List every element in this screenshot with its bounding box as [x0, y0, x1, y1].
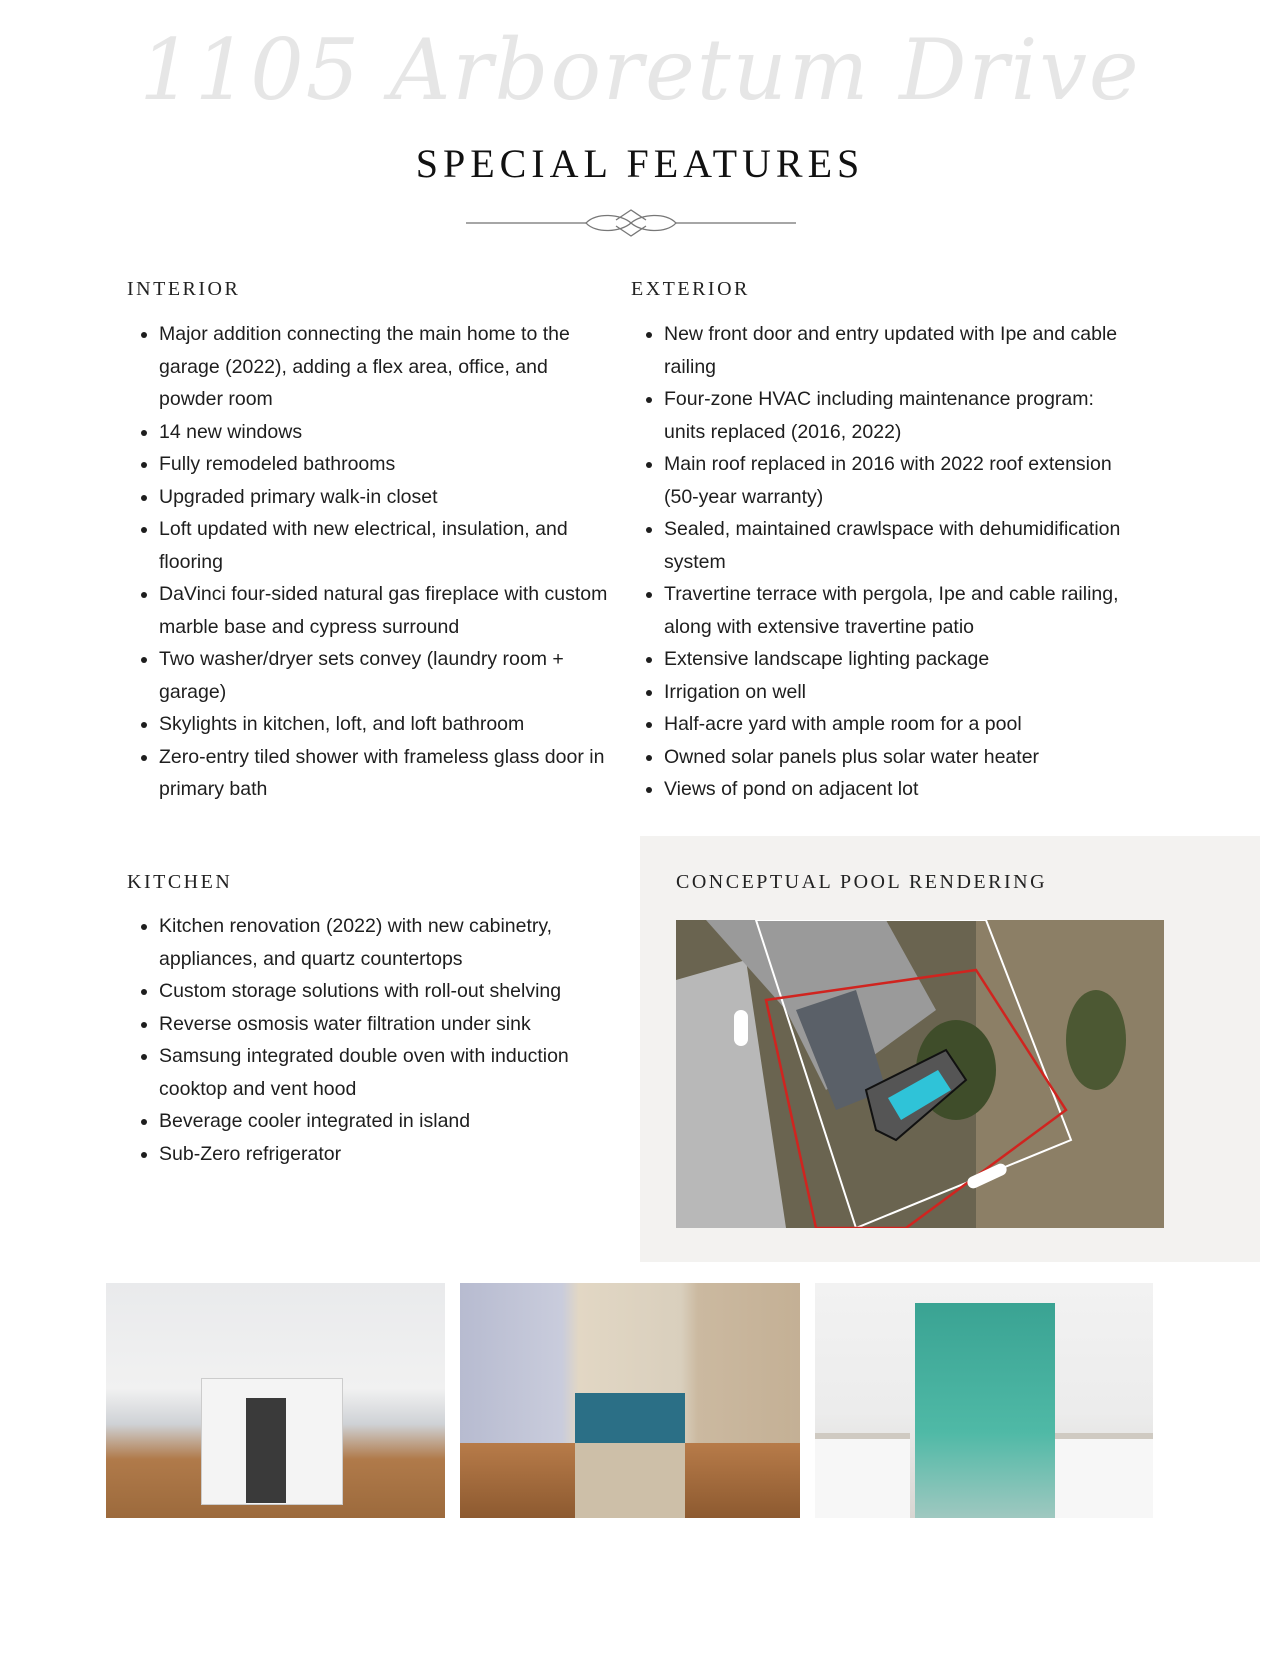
kitchen-list	[126, 910, 629, 1170]
list-item: • Views of pond on adjacent lot	[664, 773, 1124, 806]
list-item: • Owned solar panels plus solar water heater	[664, 741, 1124, 774]
address-watermark: 1105 Arboretum Drive	[139, 21, 1141, 119]
list-item: • Travertine terrace with pergola, Ipe and cable railing, along with extensive travertine patio	[664, 578, 1124, 643]
list-item: • New front door and entry updated with Ipe and cable railing	[664, 318, 1124, 383]
pool-aerial-map-image	[676, 920, 1164, 1228]
kitchen-photo	[106, 1283, 445, 1518]
list-item: • Extensive landscape lighting package	[664, 643, 1124, 676]
list-item: • Major addition connecting the main home to the garage (2022), adding a flex area, office, and powder room	[159, 318, 609, 416]
list-item: • Reverse osmosis water filtration under sink	[159, 1008, 629, 1041]
list-item: • Beverage cooler integrated in island	[159, 1105, 629, 1138]
fireplace-photo	[460, 1283, 800, 1518]
exterior-list	[631, 318, 1124, 806]
list-item: • Main roof replaced in 2016 with 2022 roof extension (50-year warranty)	[664, 448, 1124, 513]
page-title: SPECIAL FEATURES	[415, 141, 865, 186]
list-item: • DaVinci four-sided natural gas fireplace with custom marble base and cypress surround	[159, 578, 609, 643]
bathroom-photo	[815, 1283, 1153, 1518]
kitchen-heading: KITCHEN	[127, 871, 233, 893]
ornament-divider-icon	[466, 208, 796, 238]
list-item: • Skylights in kitchen, loft, and loft bathroom	[159, 708, 609, 741]
list-item: • Kitchen renovation (2022) with new cabinetry, appliances, and quartz countertops	[159, 910, 629, 975]
list-item: • Sub-Zero refrigerator	[159, 1138, 629, 1171]
list-item: • Irrigation on well	[664, 676, 1124, 709]
list-item: • Upgraded primary walk-in closet	[159, 481, 609, 514]
interior-heading: INTERIOR	[127, 278, 241, 300]
list-item: • Half-acre yard with ample room for a pool	[664, 708, 1124, 741]
list-item: • Four-zone HVAC including maintenance program: units replaced (2016, 2022)	[664, 383, 1124, 448]
exterior-heading: EXTERIOR	[631, 278, 750, 300]
list-item: • 14 new windows	[159, 416, 609, 449]
list-item: • Sealed, maintained crawlspace with dehumidification system	[664, 513, 1124, 578]
list-item: • Two washer/dryer sets convey (laundry room + garage)	[159, 643, 609, 708]
list-item: • Custom storage solutions with roll-out shelving	[159, 975, 629, 1008]
list-item: • Loft updated with new electrical, insulation, and flooring	[159, 513, 609, 578]
interior-list	[126, 318, 609, 806]
list-item: • Samsung integrated double oven with induction cooktop and vent hood	[159, 1040, 629, 1105]
list-item: • Fully remodeled bathrooms	[159, 448, 609, 481]
pool-heading: CONCEPTUAL POOL RENDERING	[676, 871, 1048, 893]
list-item: • Zero-entry tiled shower with frameless glass door in primary bath	[159, 741, 609, 806]
